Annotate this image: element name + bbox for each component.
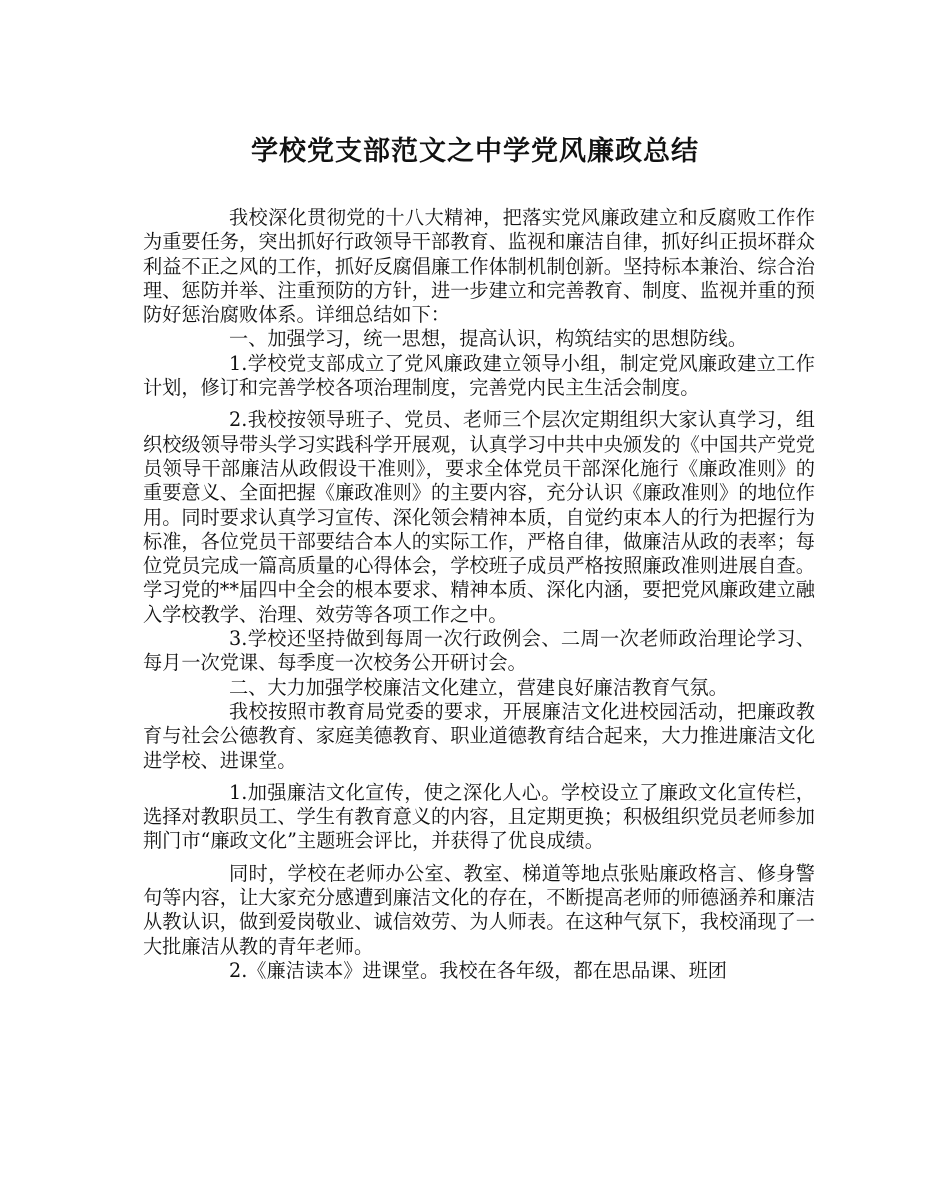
document-body: [143, 206, 815, 983]
section-heading-1: 一、加强学习，统一思想，提高认识，构筑结实的思想防线。: [229, 327, 748, 351]
paragraph-section-2-intro: 我校按照市教育局党委的要求，开展廉洁文化进校园活动，把廉政教育与社会公德教育、家庭美德教育、职业道德教育结合起来，大力推进廉洁文化进学校、进课堂。: [143, 699, 815, 772]
paragraph-intro: 我校深化贯彻党的十八大精神，把落实党风廉政建立和反腐败工作作为重要任务，突出抓好行政领导干部教育、监视和廉洁自律，抓好纠正损坏群众利益不正之风的工作，抓好反腐倡廉工作体制机制创新。坚持标本兼治、综合治理、惩防并举、注重预防的方针，进一步建立和完善教育、制度、监视并重的预防好惩治腐败体系。详细总结如下：: [143, 206, 815, 327]
paragraph-item-2-1-cont: 同时，学校在老师办公室、教室、梯道等地点张贴廉政格言、修身警句等内容，让大家充分感遭到廉洁文化的存在，不断提高老师的师德涵养和廉洁从教认识，做到爱岗敬业、诚信效劳、为人师表。在这种气氛下，我校涌现了一大批廉洁从教的青年老师。: [143, 861, 815, 958]
paragraph-item-2-2: 2.《廉洁读本》进课堂。我校在各年级，都在思品课、班团: [229, 958, 727, 982]
section-heading-2: 二、大力加强学校廉洁文化建立，营建良好廉洁教育气氛。: [229, 675, 728, 699]
paragraph-item-1-2: 2.我校按领导班子、党员、老师三个层次定期组织大家认真学习，组织校级领导带头学习实践科学开展观，认真学习中共中央颁发的《中国共产党党员领导干部廉洁从政假设干准则》，要求全体党员干部深化施行《廉政准则》的重要意义、全面把握《廉政准则》的主要内容，充分认识《廉政准则》的地位作用。同时要求认真学习宣传、深化领会精神本质，自觉约束本人的行为把握行为标准，各位党员干部要结合本人的实际工作，严格自律，做廉洁从政的表率；每位党员完成一篇高质量的心得体会，学校班子成员严格按照廉政准则进展自查。学习党的**届四中全会的根本要求、精神本质、深化内涵，要把党风廉政建立融入学校教学、治理、效劳等各项工作之中。: [143, 408, 815, 626]
document-title: 学校党支部范文之中学党风廉政总结: [251, 136, 699, 167]
paragraph-item-1-3: 3.学校还坚持做到每周一次行政例会、二周一次老师政治理论学习、每月一次党课、每季度一次校务公开研讨会。: [143, 627, 815, 675]
paragraph-item-1-1: 1.学校党支部成立了党风廉政建立领导小组，制定党风廉政建立工作计划，修订和完善学校各项治理制度，完善党内民主生活会制度。: [143, 351, 815, 400]
paragraph-item-2-1: 1.加强廉洁文化宣传，使之深化人心。学校设立了廉政文化宣传栏，选择对教职员工、学生有教育意义的内容，且定期更换；积极组织党员老师参加荆门市“廉政文化”主题班会评比，并获得了优良成绩。: [143, 780, 815, 853]
